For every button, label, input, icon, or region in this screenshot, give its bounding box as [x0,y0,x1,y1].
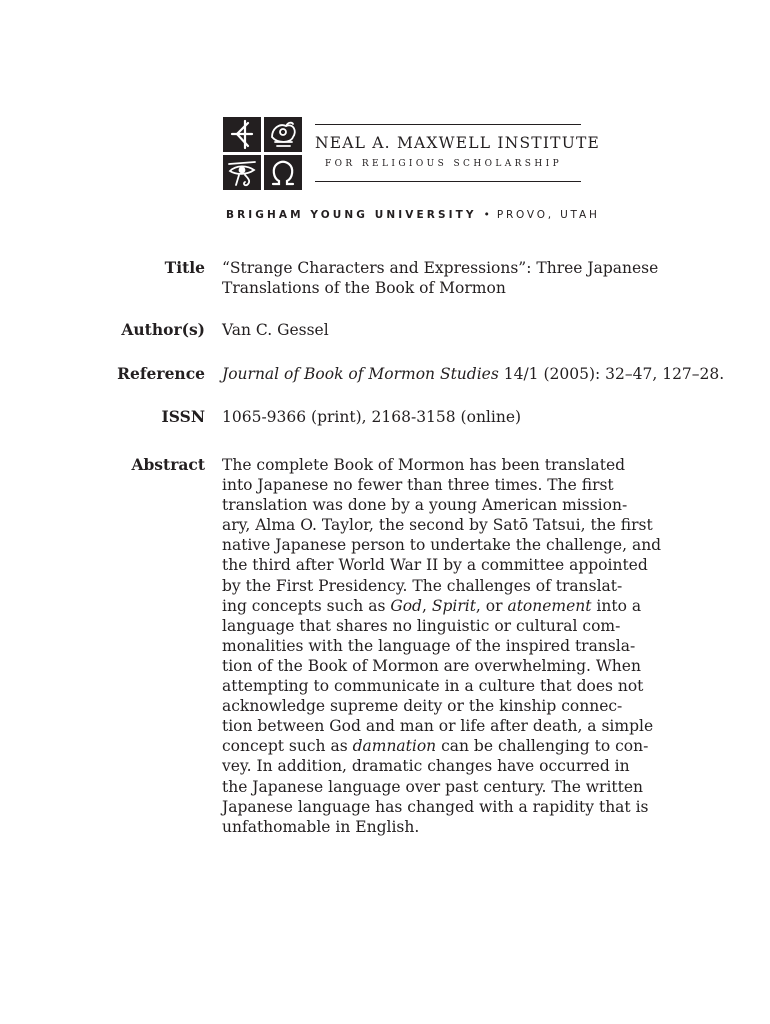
abstract-line [222,736,662,756]
abstract-line: The complete Book of Mormon has been translated [222,456,626,474]
location: PROVO, UTAH [496,209,600,221]
term-god: God [390,596,422,615]
authors-label: Author(s) [121,320,205,339]
authors-value: Van C. Gessel [222,321,329,339]
abstract-fragment: , or [475,596,508,615]
abstract-line: Japanese language has changed with a rapidity that is [222,797,649,816]
term-damnation: damnation [352,737,437,756]
abstract-fragment: , [421,596,432,615]
abstract-line: by the First Presidency. The challenges of translat- [222,576,623,595]
reference-details: 14/1 (2005): 32–47, 127–28. [498,365,725,383]
issn-value: 1065-9366 (print), 2168-3158 (online) [222,408,522,426]
institute-subtitle: FOR RELIGIOUS SCHOLARSHIP [325,159,563,169]
abstract-line [222,596,662,616]
omega-icon [264,155,302,190]
abstract-line: ary, Alma O. Taylor, the second by Satō Tatsui, the first [222,516,653,535]
abstract-line: native Japanese person to undertake the challenge, and [222,536,662,555]
logo-glyph-grid [223,117,303,191]
separator-dot: • [483,209,490,221]
abstract-line: the third after World War II by a committee appointed [222,556,648,575]
abstract-line: the Japanese language over past century. The written [222,777,644,796]
compass-glyph-icon [223,117,261,152]
abstract-fragment: concept such as [222,737,353,756]
lamp-glyph-icon [264,117,302,152]
wordmark-bottom-rule [315,181,581,182]
title-label: Title [164,258,205,277]
university-line [226,209,600,221]
abstract-line: language that shares no linguistic or cultural com- [222,616,621,635]
university-name: BRIGHAM YOUNG UNIVERSITY [226,209,477,221]
term-atonement: atonement [507,596,592,615]
wordmark-top-rule [315,124,581,125]
term-spirit: Spirit [431,596,476,615]
abstract-fragment: into a [591,596,642,615]
reference-label: Reference [117,364,205,383]
reference-value [222,364,725,384]
abstract-line: attempting to communicate in a culture that does not [222,677,644,696]
maxwell-institute-logo [223,117,601,191]
title-line: “Strange Characters and Expressions”: Three Japanese [222,259,659,277]
abstract-line: vey. In addition, dramatic changes have occurred in [222,757,630,776]
institute-wordmark [315,117,601,191]
abstract-label: Abstract [131,455,205,474]
abstract-line: tion of the Book of Mormon are overwhelming. When [222,656,641,675]
abstract-fragment: ing concepts such as [222,596,391,615]
institute-name: NEAL A. MAXWELL INSTITUTE [315,134,601,152]
abstract-text [222,455,662,837]
abstract-fragment: can be challenging to con- [436,737,649,756]
title-line: Translations of the Book of Mormon [222,279,506,297]
abstract-line: acknowledge supreme deity or the kinship connec- [222,697,623,716]
abstract-line: monalities with the language of the inspired transla- [222,636,636,655]
abstract-line: unfathomable in English. [222,817,420,836]
journal-name: Journal of Book of Mormon Studies [222,365,499,383]
eye-of-horus-icon [223,155,261,190]
abstract-line: tion between God and man or life after death, a simple [222,717,654,736]
abstract-line: translation was done by a young American mission- [222,496,628,515]
abstract-line: into Japanese no fewer than three times. The first [222,476,614,495]
issn-label: ISSN [161,407,205,426]
title-value [222,258,662,298]
